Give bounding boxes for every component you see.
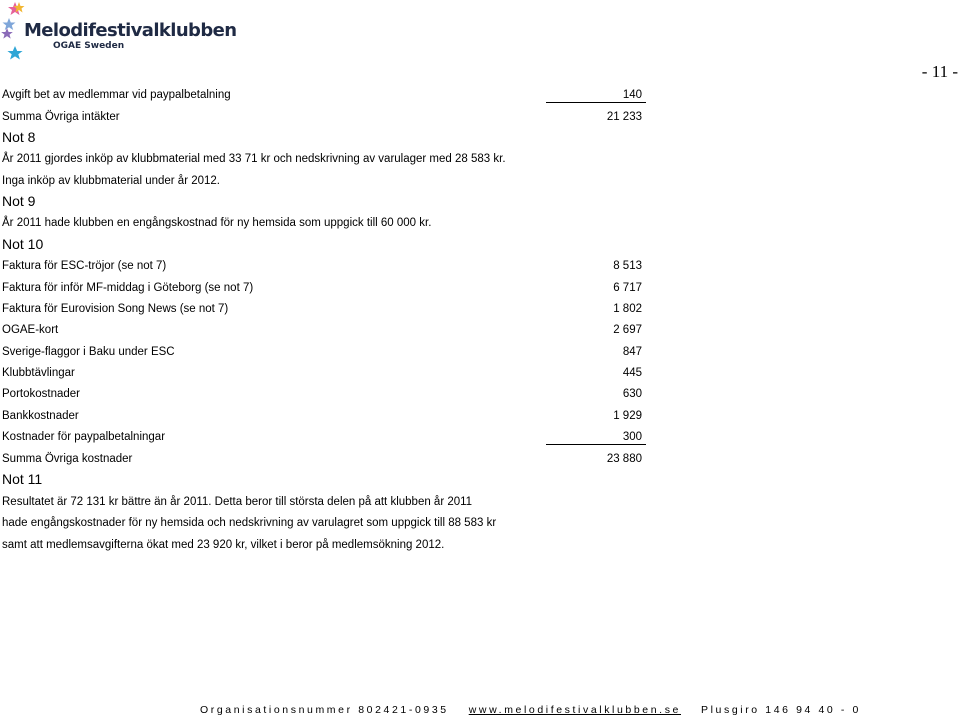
table-row	[2, 302, 228, 316]
row-label: Summa Övriga kostnader	[2, 453, 133, 465]
row-amount: 23 880	[606, 453, 642, 465]
table-row	[2, 366, 75, 380]
not8-line-1: År 2011 gjordes inköp av klubbmaterial med 33 71 kr och nedskrivning av varulager med 28 583 kr.	[2, 153, 506, 165]
logo-subtitle: OGAE Sweden	[53, 41, 125, 51]
row-amount: 140	[546, 88, 646, 103]
row-income-total	[2, 110, 120, 124]
not8-heading: Not 8	[2, 129, 36, 145]
row-amount: 847	[622, 346, 642, 358]
row-amount: 2 697	[613, 324, 642, 336]
table-row	[2, 323, 58, 337]
row-amount: 300	[546, 430, 646, 445]
table-row-total	[2, 452, 132, 466]
row-label: Portokostnader	[2, 388, 80, 400]
star-icon	[1, 28, 13, 39]
footer-website-link[interactable]: www.melodifestivalklubben.se	[468, 704, 681, 716]
table-row	[2, 259, 166, 273]
row-label: Faktura för inför MF-middag i Göteborg (se not 7)	[2, 282, 254, 294]
logo-title: Melodifestivalklubben	[24, 20, 237, 41]
table-row	[2, 409, 79, 423]
not8-line-2: Inga inköp av klubbmaterial under år 2012.	[2, 175, 221, 187]
row-amount: 21 233	[606, 111, 642, 123]
not11-heading: Not 11	[2, 471, 43, 487]
row-label: Summa Övriga intäkter	[2, 111, 120, 123]
not10-heading: Not 10	[2, 236, 44, 252]
row-label: Kostnader för paypalbetalningar	[2, 431, 166, 443]
table-row	[2, 430, 165, 444]
row-label: Faktura för ESC-tröjor (se not 7)	[2, 260, 167, 272]
row-amount: 630	[622, 388, 642, 400]
star-icon	[3, 18, 16, 30]
page-number: - 11 -	[921, 62, 958, 81]
not11-line-1: Resultatet är 72 131 kr bättre än år 2011. Detta beror till största delen på att klubben år 2011	[2, 496, 473, 508]
not9-heading: Not 9	[2, 193, 36, 209]
row-label: Faktura för Eurovision Song News (se not 7)	[2, 303, 229, 315]
row-amount: 1 929	[613, 410, 642, 422]
row-label: Avgift bet av medlemmar vid paypalbetalning	[2, 89, 231, 101]
table-row	[2, 281, 253, 295]
club-logo	[0, 0, 237, 68]
row-amount: 1 802	[613, 303, 642, 315]
not11-line-2: hade engångskostnader för ny hemsida och nedskrivning av varulagret som uppgick till 88 583 kr	[2, 517, 497, 529]
row-paypal-fee	[2, 88, 231, 102]
row-amount: 8 513	[613, 260, 642, 272]
not9-line-1: År 2011 hade klubben en engångskostnad för ny hemsida som uppgick till 60 000 kr.	[2, 217, 432, 229]
row-amount: 445	[622, 367, 642, 379]
footer	[200, 704, 861, 716]
table-row	[2, 345, 175, 359]
row-label: Bankkostnader	[2, 410, 79, 422]
footer-plusgiro: Plusgiro 146 94 40 - 0	[701, 704, 861, 716]
footer-org-number: Organisationsnummer 802421-0935	[200, 704, 449, 716]
table-row	[2, 387, 80, 401]
star-icon	[7, 46, 22, 60]
row-amount: 6 717	[613, 282, 642, 294]
row-label: Klubbtävlingar	[2, 367, 75, 379]
row-label: Sverige-flaggor i Baku under ESC	[2, 346, 175, 358]
not11-line-3: samt att medlemsavgifterna ökat med 23 920 kr, vilket i beror på medlemsökning 2012.	[2, 539, 445, 551]
row-label: OGAE-kort	[2, 324, 59, 336]
